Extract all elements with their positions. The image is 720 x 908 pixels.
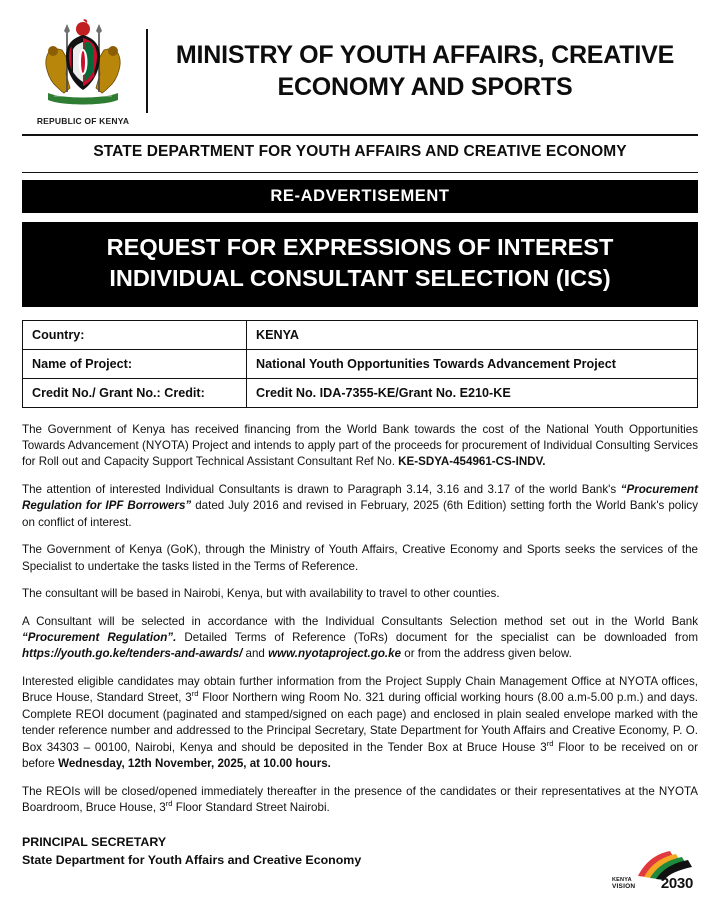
table-cell-value: Credit No. IDA-7355-KE/Grant No. E210-KE: [247, 378, 698, 407]
table-cell-label: Country:: [23, 320, 247, 349]
paragraph-services-sought: The Government of Kenya (GoK), through the Ministry of Youth Affairs, Creative Economy and Sports seeks the services of the Specialist to undertake the tasks listed in the Terms of Reference.: [22, 543, 698, 573]
document-body: [22, 10, 698, 898]
signature-block: [22, 834, 698, 870]
crest-caption: REPUBLIC OF KENYA: [36, 116, 130, 126]
table-cell-label: Credit No./ Grant No.: Credit:: [23, 378, 247, 407]
paragraph-submission-text-c: Floor to be received on or before: [22, 740, 698, 771]
kenya-vision-2030-logo-icon: [608, 850, 696, 892]
paragraph-financing: [22, 422, 698, 471]
signature-department: State Department for Youth Affairs and Creative Economy: [22, 852, 362, 867]
paragraph-selection-text-b: Detailed Terms of Reference (ToRs) document for the specialist can be downloaded from: [176, 631, 699, 645]
main-title-banner: [22, 222, 698, 307]
reference-number: KE-SDYA-454961-CS-INDV.: [398, 455, 546, 469]
paragraph-procurement-text-b: dated July 2016 and revised in February, 2025 (6th Edition) setting forth the World Bank's policy on conflict of interest.: [22, 499, 698, 529]
paragraph-opening-details: [22, 784, 698, 817]
vision-logo-kenya-text: KENYA: [612, 877, 632, 883]
ministry-title: MINISTRY OF YOUTH AFFAIRS, CREATIVE ECONOMY AND SPORTS: [175, 41, 675, 101]
paragraph-procurement-text-a: The attention of interested Individual Consultants is drawn to Paragraph 3.14, 3.16 and 3.17 of the world Bank's: [22, 482, 621, 496]
table-row: [23, 378, 698, 407]
paragraph-opening-text-b: Floor Standard Street Nairobi.: [172, 801, 330, 815]
paragraph-selection-text-a: A Consultant will be selected in accordance with the Individual Consultants Selection method set out in the World Bank: [22, 614, 698, 628]
table-cell-value: KENYA: [247, 320, 698, 349]
paragraph-selection-text-d: or from the address given below.: [401, 647, 572, 661]
paragraph-procurement-regulation: [22, 482, 698, 531]
ordinal-suffix: rd: [191, 689, 199, 699]
ordinal-suffix: rd: [165, 799, 173, 809]
procurement-regulation-quote: “Procurement Regulation for IPF Borrowers”: [22, 482, 698, 513]
paragraph-consultant-location: The consultant will be based in Nairobi, Kenya, but with availability to travel to other counties.: [22, 587, 500, 601]
readvertisement-banner: RE-ADVERTISEMENT: [22, 180, 698, 213]
tor-download-link-1[interactable]: https://youth.go.ke/tenders-and-awards/: [22, 647, 243, 661]
paragraph-submission-text-b: Floor Northern wing Room No. 321 during official working hours (8.00 a.m-5.00 p.m.) and days. Complete REOI document (paginated and stamped/signed on each page) and enclosed in plain sealed envelope marked with the tender reference number and addressed to the Principal Secretary, State Department for Youth Affairs and Creative Economy, P. O. Box 34303 – 00100, Nairobi, Kenya and should be deposited in the Tender Box at Bruce House 3: [22, 691, 698, 754]
header-divider: [146, 29, 148, 113]
submission-deadline: Wednesday, 12th November, 2025, at 10.00 hours.: [58, 757, 331, 771]
signature-title: PRINCIPAL SECRETARY: [22, 834, 167, 849]
paragraph-opening-text-a: The REOIs will be closed/opened immediately thereafter in the presence of the candidates or their representatives at the NYOTA Boardroom, Bruce House, 3: [22, 784, 698, 815]
paragraph-selection-method: [22, 614, 698, 663]
vision-logo-year-text: 2030: [660, 875, 693, 892]
tor-download-link-2[interactable]: www.nyotaproject.go.ke: [268, 647, 402, 661]
paragraph-submission-details: [22, 674, 698, 773]
main-title-line-1: REQUEST FOR EXPRESSIONS OF INTEREST: [106, 234, 614, 260]
table-cell-value: National Youth Opportunities Towards Advancement Project: [247, 349, 698, 378]
header-rule-bottom: [22, 172, 698, 173]
department-title: STATE DEPARTMENT FOR YOUTH AFFAIRS AND CREATIVE ECONOMY: [93, 143, 627, 160]
table-row: [23, 349, 698, 378]
paragraph-selection-text-c: and: [242, 647, 269, 661]
paragraph-financing-text: The Government of Kenya has received financing from the World Bank towards the cost of the National Youth Opportunities Towards Advancement (NYOTA) Project and intends to apply part of the proceeds for procurement of Individual Consulting Services for Roll out and Capacity Support Technical Assistant Consultant Ref No.: [22, 422, 698, 469]
main-title-line-2: INDIVIDUAL CONSULTANT SELECTION (ICS): [109, 265, 611, 292]
paragraph-submission-text-a: Interested eligible candidates may obtain further information from the Project Supply Chain Management Office at NYOTA offices, Bruce House, Standard Street, 3: [22, 674, 698, 705]
vision-logo-vision-text: VISION: [612, 883, 636, 890]
ordinal-suffix: rd: [546, 738, 554, 748]
crest-block: [22, 16, 144, 126]
table-cell-label: Name of Project:: [23, 349, 247, 378]
project-info-table: [22, 320, 698, 408]
kenya-coat-of-arms-icon: [40, 18, 126, 114]
notice-body: [22, 422, 698, 817]
table-row: [23, 320, 698, 349]
procurement-regulation-short-quote: “Procurement Regulation”.: [22, 631, 177, 645]
document-header: [22, 10, 698, 130]
